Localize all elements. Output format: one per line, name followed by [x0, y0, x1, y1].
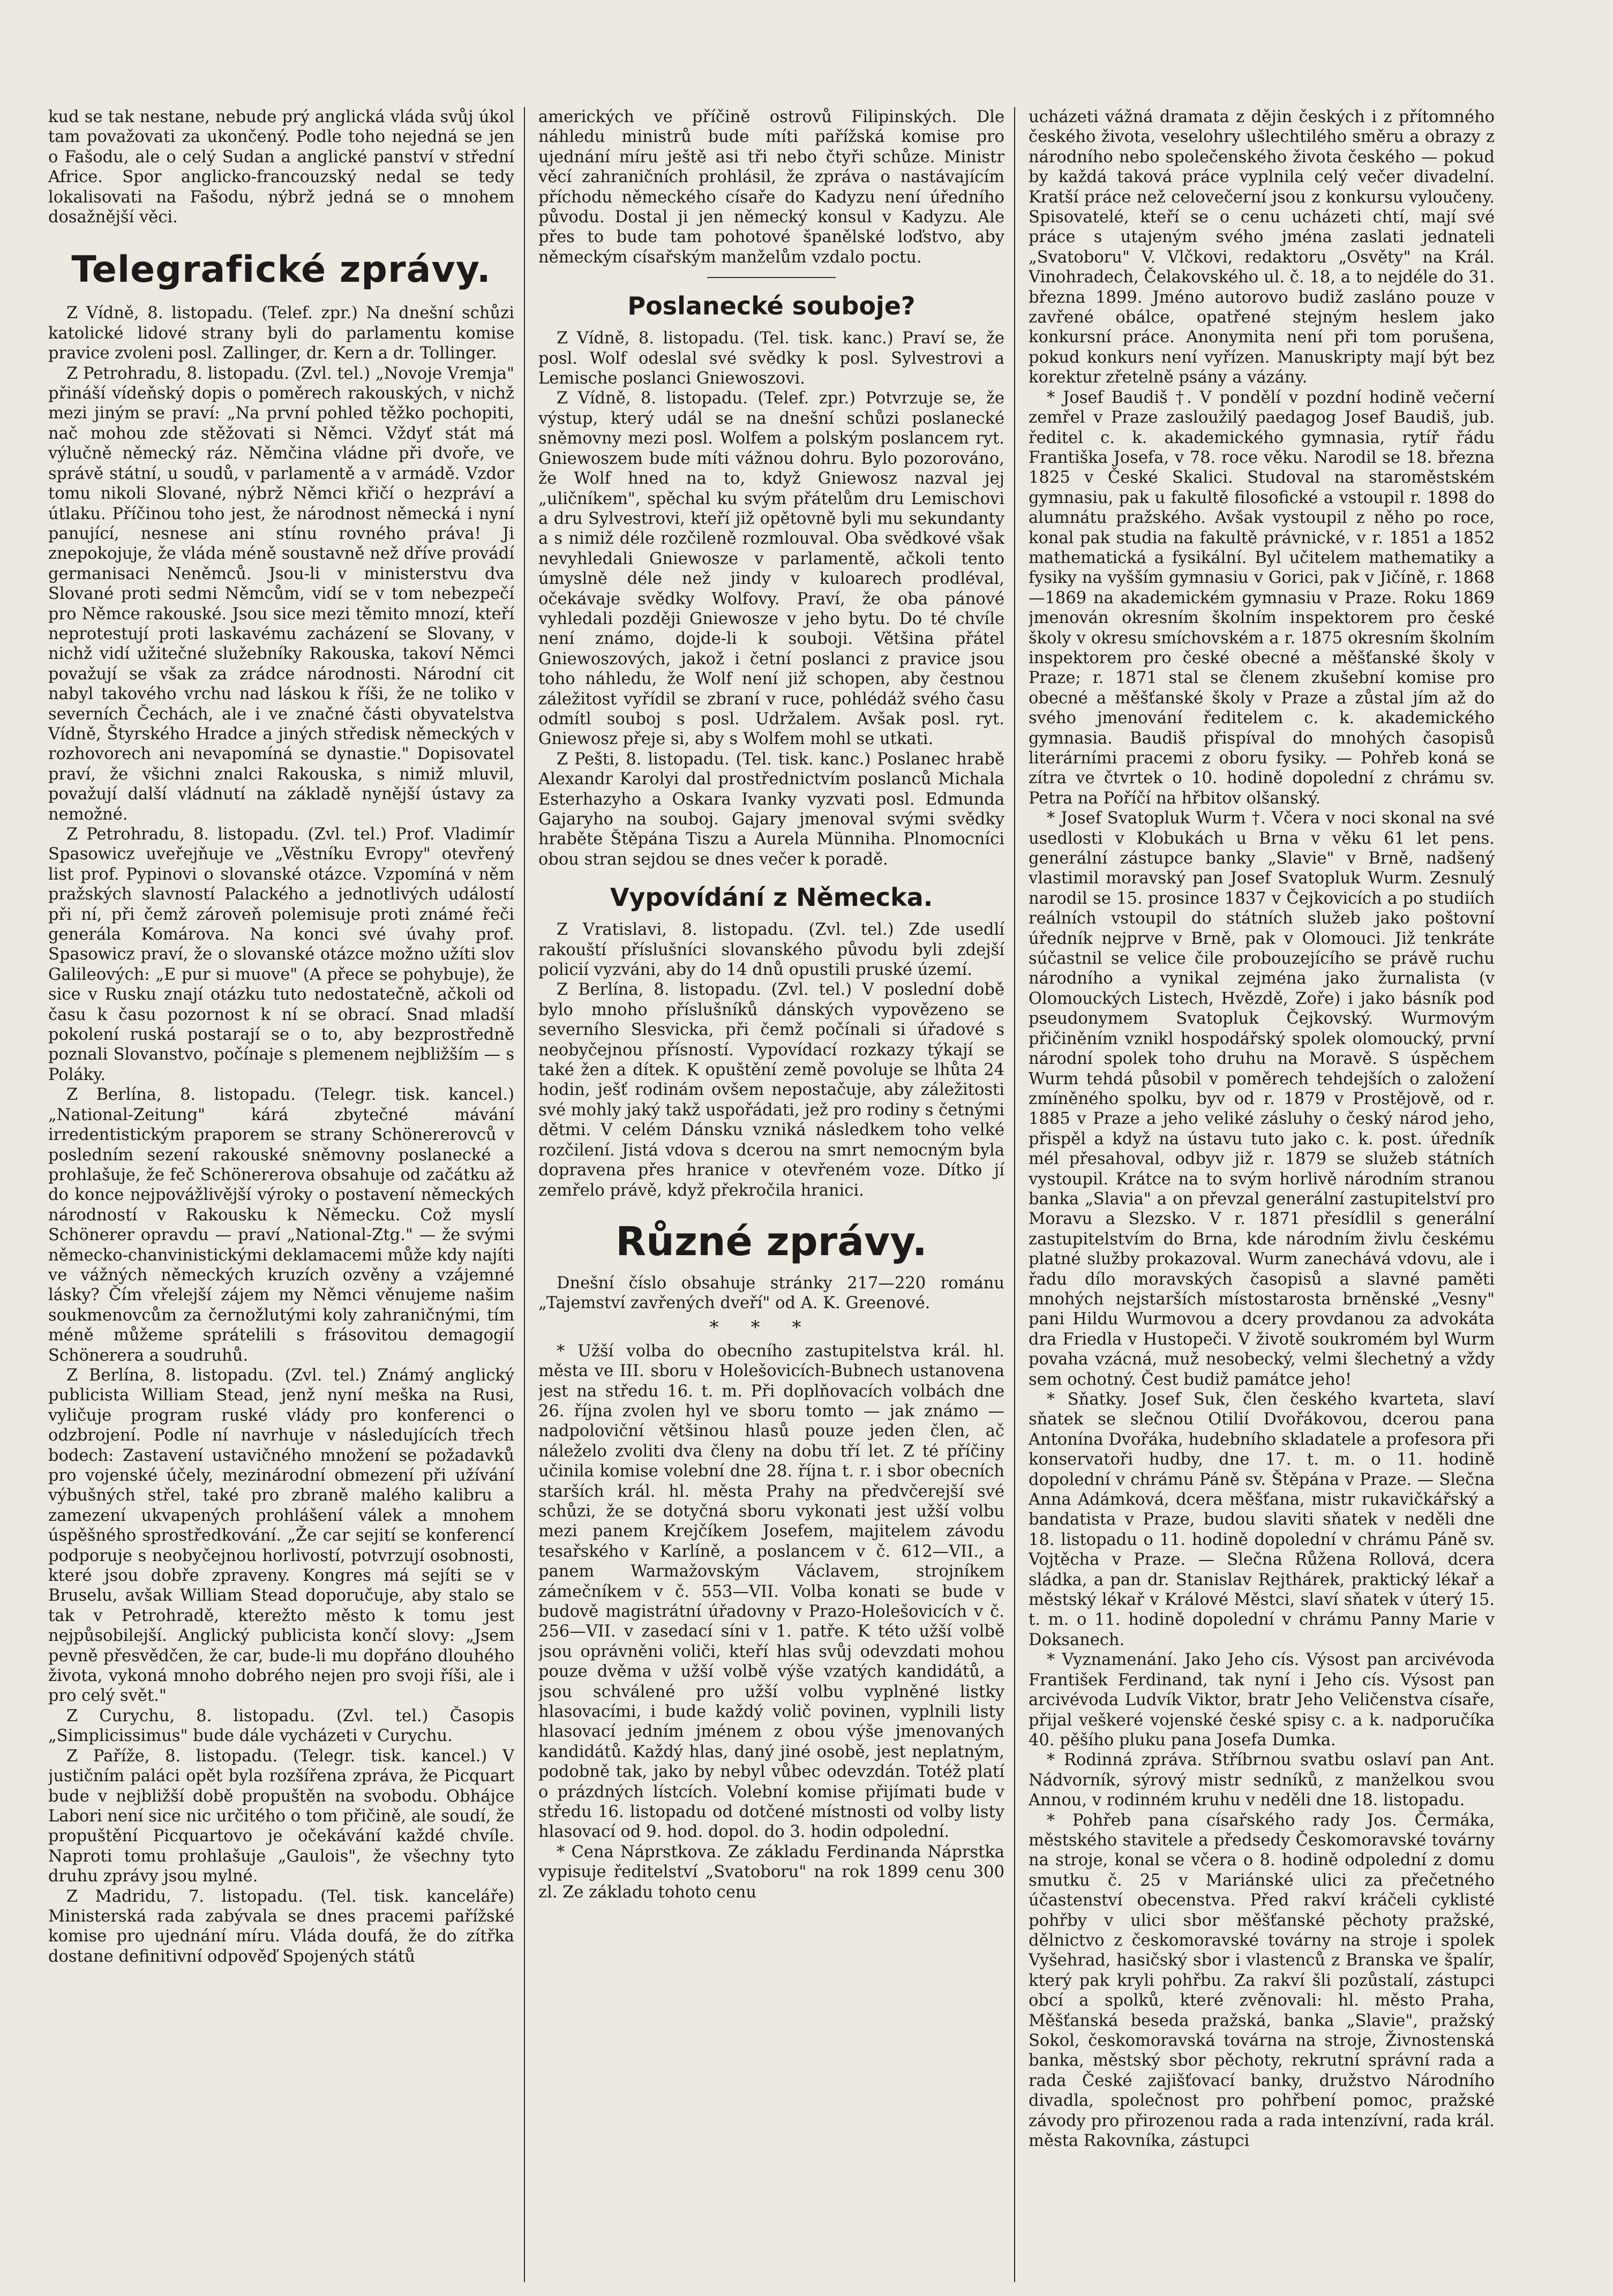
news-item: * Sňatky. Josef Suk, člen českého kvarteta, slaví sňatek se slečnou Otilií Dvořákovou, dcerou pana Antonína Dvořáka, hudebního skladatele a profesora při konservatoři hudby, dne 17. t. m. o 11. hodině dopolední v chrámu Páně sv. Štěpána v Praze. — Slečna Anna Adámková, dcera měšťana, mistr rukavičkářský a bandatista v Praze, budou slaviti sňatek v neděli dne 18. listopadu o 11. hodině dopolední v chrámu Páně sv. Vojtěcha v Praze. — Slečna Růžena Rollová, dcera sládka, a pan dr. Stanislav Rejthárek, praktický lékař a městský lékař v Králové Městci, slaví sňatek v úterý 15. t. m. o 11. hodině dopolední v chrámu Panny Marie v Doksanech.: [1029, 1390, 1495, 1649]
news-item: Z Berlína, 8. listopadu. (Zvl. tel.) V poslední době bylo mnoho příslušníků dánských vypovězeno se severního Slesvicka, při čemž počínali si úřadové s neobyčejnou přísností. Vypovídací rozkazy týkají se také žen a dítek. K opuštění země povoluje se lhůta 24 hodin, ješť rodinám ovšem nepostačuje, aby záležitosti své mohly jaký takž uspořádati, jež pro rodiny s četnými dětmi. V celém Dánsku vzniká následkem toho velké rozčilení. Jistá vdova s dcerou na smrt nemocným byla dopravena přes hranice v otevřeném voze. Dítko jí zemřelo právě, když překročila hranici.: [538, 980, 1004, 1200]
column-left: [48, 107, 514, 2282]
column-right: [1029, 107, 1495, 2282]
news-item: * Josef Baudiš †. V pondělí v pozdní hodině večerní zemřel v Praze zasloužilý paedagog Josef Baudiš, jub. ředitel c. k. akademického gymnasia, rytíř řádu Františka Josefa, v 78. roce věku. Narodil se 18. března 1825 v České Skalici. Studoval na staroměstském gymnasiu, pak u fakultě filosofické a vstoupil r. 1898 do alumnátu pražského. Avšak vystoupil z něho po roce, konal pak studia na fakultě právnické, v r. 1851 a 1852 mathematická a fysikální. Byl učitelem mathematiky a fysiky na vyšším gymnasiu v Gorici, pak v Jičíně, r. 1868—1869 na akademickém gymnasiu v Praze. Roku 1869 jmenován okresním školním inspektorem pro české školy v okresu smíchovském a r. 1875 okresním školním inspektorem pro české obecné a měšťanské školy v Praze; r. 1871 stal se členem zkušební komise pro obecné a měšťanské školy v Praze a zůstal jím až do svého jmenování ředitelem c. k. akademického gymnasia. Baudiš přispíval do mnohých časopisů literárními pracemi z oboru fysiky. — Pohřeb koná se zítra ve čtvrtek o 10. hodině dopolední z chrámu sv. Petra na Poříčí na hřbitov olšanský.: [1029, 388, 1495, 808]
news-item: Z Paříže, 8. listopadu. (Telegr. tisk. kancel.) V justičním paláci opět byla rozšířena zpráva, že Picquart bude v nejbližší době propuštěn na svobodu. Obhájce Labori není sice nic určitého o tom přičině, ale soudí, že propuštění Picquartovo je očekávání každé chvíle. Naproti tomu prohlašuje „Gaulois", že všechny tyto druhu zprávy jsou mylné.: [48, 1746, 514, 1886]
section-heading-telegraphic-news: Telegrafické zprávy.: [71, 249, 491, 291]
column-divider: [1014, 107, 1015, 2282]
section-heading-expulsions: Vypovídání z Německa.: [610, 883, 933, 912]
news-item: Z Vídně, 8. listopadu. (Telef. zpr.) Potvrzuje se, že výstup, který udál se na dnešní schůzi poslanecké sněmovny mezi posl. Wolfem a polským poslancem ryt. Gniewoszem bude míti vážnou dohru. Bylo pozorováno, že Wolf hned na to, když Gniewosz nazval jej „uličníkem", spěchal ku svým přátelům dru Lemischovi a dru Sylvestrovi, kteří již opětovně byli mu sekundanty a s nimiž déle rozčileně rozmlouval. Oba svědkové však nevyhledali Gniewosze v parlamentě, ačkoli tento úmyslně déle než jindy v kuloarech prodléval, očekávaje svědky Wolfovy. Praví, že oba pánové vyhledali později Gniewosze v jeho bytu. Do té chvíle není známo, dojde-li k souboji. Většina přátel Gniewoszových, jakož i četní poslanci z pravice jsou toho náhledu, že Wolf není již schopen, aby čestnou záležitost vyřídil se zbraní v ruce, pohlédáž svého času odmítl souboj s posl. Udržalem. Avšak posl. ryt. Gniewosz přeje si, aby s Wolfem mohl se utkati.: [538, 389, 1004, 749]
news-item: * Vyznamenání. Jako Jeho cís. Výsost pan arcivévoda František Ferdinand, tak nyní i Jeho cís. Výsost pan arcivévoda Ludvík Viktor, bratr Jeho Veličenstva císaře, přijal veškeré vojenské české spisy c. a k. nadporučíka 40. pěšího pluku pana Josefa Dumka.: [1029, 1650, 1495, 1750]
star-separator: ***: [709, 1316, 834, 1338]
news-item: Z Vídně, 8. listopadu. (Tel. tisk. kanc.) Praví se, že posl. Wolf odeslal své svědky k posl. Sylvestrovi a Lemische poslanci Gniewoszovi.: [538, 329, 1004, 388]
article-continuation: ucházeti vážná dramata z dějin českých i z přítomného českého života, veselohry ušlechtilého směru a obrazy z národního nebo společenského života českého — pokud by každá taková práce vyplnila celý večer divadelní. Kratší práce než celovečerní jsou z konkursu vyloučeny. Spisovatelé, kteří se o cenu ucházeti chtí, mají své práce s utajeným svého jména zaslati jednateli „Svatoboru" V. Vlčkovi, redaktoru „Osvěty" na Král. Vinohradech, Čelakovského ul. č. 18, a to nejdéle do 31. března 1899. Jméno autorovo budiž zasláno pouze v zavřené obálce, opatřené stejným heslem jako konkursní práce. Anonymita není při tom porušena, pokud konkurs není vyřízen. Manuskripty mají být bez korektur zřetelně psány a vázány.: [1029, 108, 1495, 387]
news-item: Z Vratislavi, 8. listopadu. (Zvl. tel.) Zde usedlí rakouští příslušníci slovanského původu byli zdejší policií vyzváni, aby do 14 dnů opustili pruské území.: [538, 920, 1004, 980]
news-item: Z Pešti, 8. listopadu. (Tel. tisk. kanc.) Poslanec hrabě Alexandr Karolyi dal prostřednictvím poslanců Michala Esterhazyho a Oskara Ivanky vyzvati posl. Edmunda Gajaryho na souboj. Gajary jmenoval svými svědky hraběte Štěpána Tiszu a Aurela Münniha. Plnomocníci obou stran sejdou se dnes večer k poradě.: [538, 749, 1004, 869]
news-item: * Pohřeb pana císařského rady Jos. Čermáka, městského stavitele a předsedy Českomoravské továrny na stroje, konal se včera o 8. hodině odpolední z domu smutku č. 25 v Mariánské ulici za přečetného účastenství obecenstva. Před rakví kráčeli cyklisté pohřby v ulici sbor měšťanské pěchoty pražské, dělnictvo z českomoravské továrny na stroje i spolek Vyšehrad, hasičský sbor i vlastenců z Branska ve špalír, který pak kryli pohřbu. Za rakví šli pozůstalí, zástupci obcí a spolků, které zvěnovali: hl. město Praha, Měšťanská beseda pražská, banka „Slavie", pražský Sokol, českomoravská továrna na stroje, Živnostenská banka, městský sbor pěchoty, rekrutní správní rada a rada České zajišťovací banky, družstvo Národního divadla, společnost pro pohřbení pomoc, pražské závody pro přirozenou rada a rada intenzívní, rada král. města Rakovníka, zástupci: [1029, 1811, 1495, 2151]
separator-rule: [707, 277, 836, 278]
column-divider: [524, 107, 525, 2282]
news-item: Z Berlína, 8. listopadu. (Zvl. tel.) Známý anglický publicista William Stead, jenž nyní meška na Rusi, vyličuje program ruské vlády pro konferenci o odzbrojení. Podle ní navrhuje v následujících třech bodech: Zastavení ustavičného množení se požadavků pro vojenské účely, mezinárodní obmezení při užívání výbušných střel, také pro zbraně malého kalibru a zamezení ukvapených prohlášení válek a mnohem úspěšného sprostředkování. „Že car sejití se konferencí podporuje s neobyčejnou horlivostí, potvrzují osobnosti, které jsou dobře zpraveny. Kongres má sejíti se v Bruselu, avšak William Stead doporučuje, aby stalo se tak v Petrohradě, kterežto město k tomu jest nejpůsobilejší. Anglický publicista končí slovy: „Jsem pevně přesvědčen, že car, bude-li mu dopřáno dlouhého života, vykoná mnoho dobrého nejen pro svoji říši, ale i pro celý svět.": [48, 1365, 514, 1706]
news-item: Z Berlína, 8. listopadu. (Telegr. tisk. kancel.) „National-Zeitung" kárá zbytečné mávání irredentistickým praporem se strany Schönererovců v posledním sezení rakouské sněmovny poslanecké a prohlašuje, že feč Schönererova obsahuje od začátku až do konce nejpovážlivější výroky o postavení německých národností v Rakousku k Německu. Což myslí Schönerer opravdu — praví „National-Ztg." — že svými německo-chanvinistickými deklamacemi může kdy najíti ve vážných německých kruzích ozvěny a vzájemné lásky? Čím vřelejší zájem my Němci věnujeme našim soukmenovcům za černožlutými koly zahraničnými, tím méně můžeme sprátelili s frásovitou demagogií Schönerera a soudruhů.: [48, 1085, 514, 1365]
news-item: Dnešní číslo obsahuje stránky 217—220 románu „Tajemství zavřených dveří" od A. K. Greenové.: [538, 1273, 1004, 1313]
news-item: Z Petrohradu, 8. listopadu. (Zvl. tel.) Prof. Vladimír Spasowicz uveřejňuje ve „Věstníku Evropy" otevřený list prof. Pypinovi o slovanské otázce. Vzpomíná v něm pražských slavností Palackého a jednotlivých událostí při ní, při čemž zároveň polemisuje proti známé řeči generála Komárova. Na konci své úvahy prof. Spasowicz praví, že o slovanské otázce možno užíti slov Galileových: „E pur si muove" (A přece se pohybuje), že sice v Rusku znají otázku tuto nedostatečně, ačkoli od času k času pozornost k ní se obrací. Snad mladší pokolení ruská postarají se o to, aby bezprostředně poznali Slovanstvo, počínaje s plemenem nejbližším — s Poláky.: [48, 825, 514, 1084]
section-heading-duels: Poslanecké souboje?: [627, 291, 916, 321]
column-middle: [538, 107, 1004, 2282]
news-item: * Cena Náprstkova. Ze základu Ferdinanda Náprstka vypisuje ředitelství „Svatoboru" na rok 1899 cenu 300 zl. Ze základu tohoto cenu: [538, 1842, 1004, 1902]
news-item: * Užší volba do obecního zastupitelstva král. hl. města ve III. sboru v Holešovicích-Bubnech ustanovena jest na středu 16. t. m. Při doplňovacích volbách dne 26. října zvolen hyl ve sboru tomto — jak známo — nadpoloviční většinou hlasů pouze jeden člen, ač náleželo zvoliti dva členy na dobu tří let. Z té příčiny učinila komise volební dne 28. října t. r. i sbor obecních starších král. hl. města Prahy na předvčerejší své schůzi, že se dotyčná sboru vykonati jest užší volbu mezi panem Krejčíkem Josefem, majitelem závodu tesařského v Karlíně, a poslancem v č. 612—VII., a panem Warmažovským Václavem, strojníkem zámečníkem v č. 553—VII. Volba konati se bude v budově magistrátní úřadovny v Prazo-Holešovicích v č. 256—VII. v zasedací síni v 1. patře. K této užší volbě jsou oprávněni voliči, kteří hlas svůj odevzdati mohou pouze dvěma v užší volbě výše vzatých kandidátů, a jsou schválené pro užší volbu vyplněné listky hlasovacími, i bude každý volič povinen, vyplnili listy hlasovací jedním jménem z obou výše jmenovaných kandidátů. Každý hlas, daný jiné osobě, jest neplatným, podobně tak, jako by nebyl vůbec odevzdán. Totéž platí o prázdných lístcích. Volební komise přijímati bude v středu 16. listopadu od dotčené místnosti od volby listy hlasovací od 9. hod. dopol. do 3. hodin odpolední.: [538, 1341, 1004, 1842]
news-item: Z Vídně, 8. listopadu. (Telef. zpr.) Na dnešní schůzi katolické lidové strany byli do parlamentu komise pravice zvoleni posl. Zallinger, dr. Kern a dr. Tollinger.: [48, 304, 514, 363]
news-item: Z Curychu, 8. listopadu. (Zvl. tel.) Časopis „Simplicissimus" bude dále vycházeti v Curychu.: [48, 1706, 514, 1746]
news-item: * Josef Svatopluk Wurm †. Včera v noci skonal na své usedlosti v Klobukách u Brna v věku 61 let pens. generální zástupce banky „Slavie" v Brně, nadšený vlastimil moravský pan Josef Svatopluk Wurm. Zesnulý narodil se 15. prosince 1837 v Čejkovicích a po studiích reálních vstoupil do státních služeb jako poštovní úředník nejprve v Brně, pak v Olomouci. Již tenkráte súčastnil se velice čile probouzejícího se právě ruchu národního a vynikal zejména jako žurnalista (v Olomouckých Listech, Hvězdě, Zoře) i jako básník pod pseudonymem Svatopluk Čejkovský. Wurmovým přičiněním vznikl hospodářský spolek olomoucký, první národní spolek toho druhu na Moravě. S úspěchem Wurm tehdá působil v poměrech tehdejších o založení zmíněného spolku, byv od r. 1879 v Prostějově, od r. 1885 v Praze a jeho veliké zásluhy o český národ jeho, přispěl a když na ústavu tuto jako c. k. post. úředník mél přesahoval, odbyv již r. 1879 se služeb státních vystoupil. Krátce na to svým horlivě národním stranou banka „Slavia" a on převzal generální zastupitelství pro Moravu a Slezsko. V r. 1871 přesídlil s generální zastupitelstvím do Brna, kde národním živlu českému platné služby prokazoval. Wurm zanechává vdovu, ale i řadu dílo moravských časopisů a slavné paměti mnohých nejstarších místostarosta brněnské „Vesny" pani Hildu Wurmovou a dcery provdanou za advokáta dra Friedla v Hustopeči. V životě soukromém byl Wurm povaha vzácná, muž nesobecký, velmi šlechetný a vždy sem ochotný. Čest budiž památce jeho!: [1029, 809, 1495, 1389]
news-item: Z Petrohradu, 8. listopadu. (Zvl. tel.) „Novoje Vremja" přináší vídeňský dopis o poměrech rakouských, v nichž mezi jiným se praví: „Na první pohled těžko pochopiti, nač mohou zde stěžovati si Němci. Vždyť stát má výlučně německý ráz. Němčina vládne při dvoře, ve správě státní, u soudů, v parlamentě a v armádě. Vzdor tomu nikoli Slované, nýbrž Němci křičí o hezpráví a útlaku. Příčinou toho jest, že národnost německá i nyní panující, nesnese ani stínu rovného práva! Ji znepokojuje, že vláda méně soustavně než dříve provádí germanisaci Neněmců. Jsou-li v ministerstvu dva Slované proti sedmi Němcům, vidí se v tom nebezpečí pro Němce rakouské. Jsou sice mezi těmito mnozí, kteří neprotestují proti laskavému zacházení se Slovany, v nichž vidí užitečné služebníky Rakouska, takoví Němci považují se však za zrádce národnosti. Národní cit nabyl takového vrchu nad láskou k říši, že ne toliko v severních Čechách, ale i ve značné části obyvatelstva Vídně, Štyrského Hradce a jiných středisk německých v rozhovorech ani nevapomíná se dynastie." Dopisovatel praví, že všichni znalci Rakouska, s nimiž mluvil, považují další vládnutí na základě nynější ústavy za nemožné.: [48, 364, 514, 824]
news-item: * Rodinná zpráva. Stříbrnou svatbu oslaví pan Ant. Nádvorník, sýrový mistr sedníků, z manželkou svou Annou, v rodinném kruhu v neděli dne 18. listopadu.: [1029, 1751, 1495, 1810]
article-continuation: kud se tak nestane, nebude prý anglická vláda svůj úkol tam považovati za ukončený. Podle toho nejedná se jen o Fašodu, ale o celý Sudan a anglické panství v střední Africe. Spor anglicko-francouzský nedal se tedy lokalisovati na Fašodu, nýbrž jedná se o mnohem dosažnější věci.: [48, 108, 514, 227]
article-continuation: amerických ve příčině ostrovů Filipinských. Dle náhledu ministrů bude míti pařížská komise pro ujednání míru ještě asi tři nebo čtyři schůze. Ministr věcí zahraničních prohlásil, že zpráva o nastávajícím příchodu německého císaře do Kadyzu není úředního původu. Dostal ji jen německý konsul v Kadyzu. Ale přes to bude tam pohotové španělské loďstvo, aby německým císařským manželům vzdalo poctu.: [538, 108, 1004, 267]
news-item: Z Madridu, 7. listopadu. (Tel. tisk. kanceláře) Ministerská rada zabývala se dnes pracemi pařížské komise pro ujednání míru. Vláda doufá, že do zítřka dostane definitivní odpověď Spojených států: [48, 1887, 514, 1966]
section-heading-various-news: Různé zprávy.: [616, 1218, 927, 1265]
